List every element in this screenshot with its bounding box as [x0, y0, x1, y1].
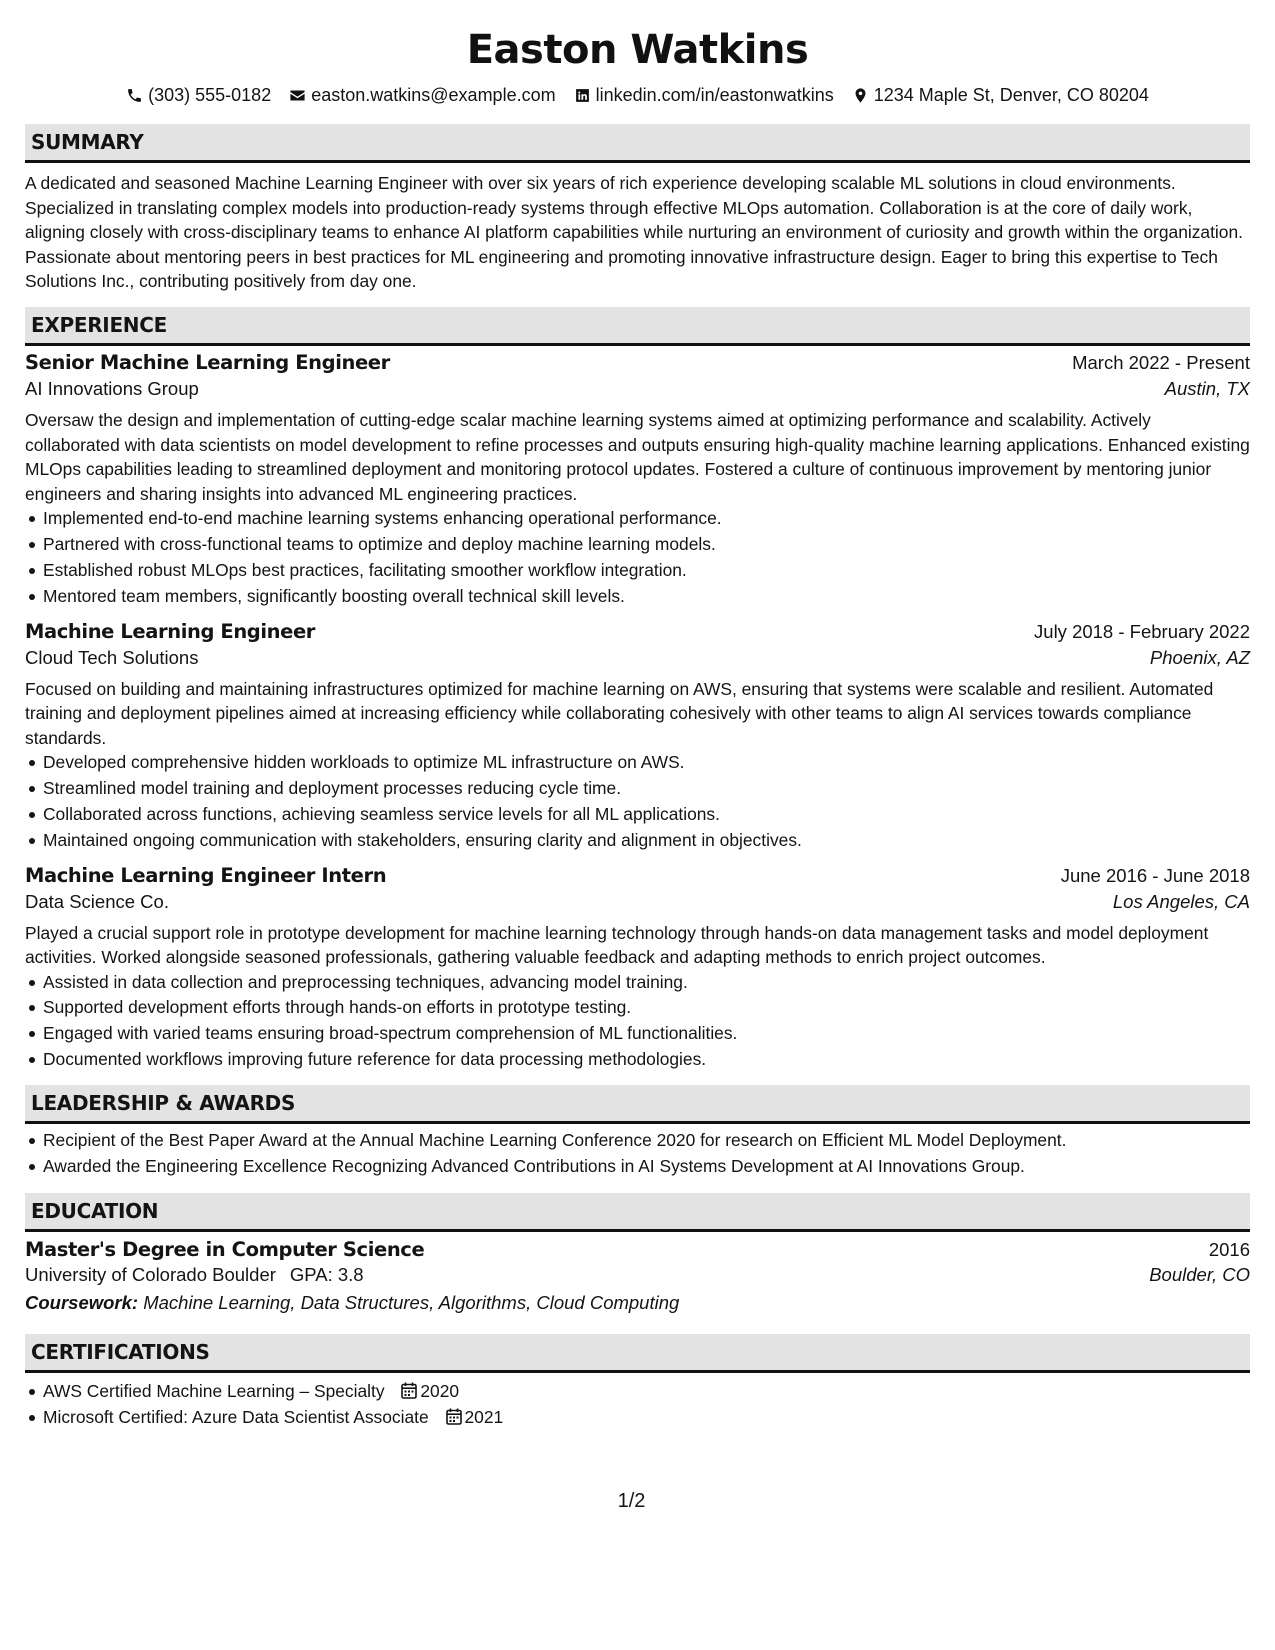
job-description: Focused on building and maintaining infrastructures optimized for machine learning on AWS, ensuring that systems were scalable and resilient. Automated training and deployment pipelines aimed at increasing efficiency while collaborating cohesively with other teams to align AI services towards compliance standards. [25, 678, 1214, 748]
phone-text: (303) 555-0182 [148, 84, 272, 105]
job-entry [25, 620, 1250, 854]
list-item: Implemented end-to-end machine learning systems enhancing operational performance. [43, 506, 1250, 532]
list-item: Mentored team members, significantly boosting overall technical skill levels. [43, 584, 1250, 610]
job-entry [25, 864, 1250, 1073]
graduation-year: 2016 [1208, 1239, 1250, 1261]
section-heading-leadership: LEADERSHIP & AWARDS [25, 1085, 1250, 1124]
degree-title: Master's Degree in Computer Science [25, 1238, 425, 1262]
calendar-icon [446, 1408, 462, 1425]
job-header-row [25, 864, 1250, 887]
job-company: AI Innovations Group [25, 377, 199, 399]
email-text[interactable]: easton.watkins@example.com [311, 84, 556, 105]
job-company: Data Science Co. [25, 890, 169, 912]
list-item: Maintained ongoing communication with stakeholders, ensuring clarity and alignment in objectives. [43, 828, 1250, 854]
education-header-row [25, 1238, 1250, 1261]
job-company: Cloud Tech Solutions [25, 646, 199, 668]
list-item: Established robust MLOps best practices, facilitating smoother workflow integration. [43, 558, 1250, 584]
list-item: Partnered with cross-functional teams to optimize and deploy machine learning models. [43, 532, 1250, 558]
job-header-row [25, 620, 1250, 643]
job-entry [25, 351, 1250, 610]
gpa-value: GPA: 3.8 [289, 1264, 364, 1286]
section-heading-experience: EXPERIENCE [25, 307, 1250, 346]
job-company-row [25, 378, 1250, 400]
summary-text: A dedicated and seasoned Machine Learning Engineer with over six years of rich experience developing scalable ML solutions in cloud environments. Specialized in translating complex models into production-ready systems through effective MLOps automation. Collaboration is at the core of daily work, aligning closely with cross-disciplinary teams to enhance AI platform capabilities while nurturing an environment of curiosity and growth within the organization. Passionate about mentoring peers in best practices for ML engineering and promoting innovative infrastructure design. Eager to bring this expertise to Tech Solutions Inc., contributing positively from day one. [25, 173, 1243, 292]
school-location: Boulder, CO [1149, 1264, 1250, 1286]
page-number: 1/2 [617, 1490, 646, 1512]
job-description: Oversaw the design and implementation of cutting-edge scalar machine learning systems aimed at optimizing performance and scalability. Actively collaborated with data scientists on model development to refine processes and outputs ensuring high-quality machine learning applications. Enhanced existing MLOps capabilities leading to streamlined deployment and monitoring protocol updates. Fostered a culture of continuous improvement by mentoring junior engineers and sharing insights into advanced ML engineering practices. [25, 409, 1250, 504]
list-item: Streamlined model training and deployment processes reducing cycle time. [43, 776, 1250, 802]
envelope-icon [289, 87, 306, 104]
job-bullets [25, 506, 1250, 609]
linkedin-text[interactable]: linkedin.com/in/eastonwatkins [595, 84, 834, 105]
leadership-list [25, 1128, 1250, 1180]
job-header-row [25, 351, 1250, 374]
education-school-row [25, 1264, 1250, 1286]
linkedin-icon [574, 87, 591, 104]
certification-year: 2020 [420, 1381, 460, 1402]
contact-address [852, 85, 1149, 106]
contact-email[interactable] [289, 85, 555, 106]
job-title: Machine Learning Engineer [25, 619, 316, 643]
job-description: Played a crucial support role in prototype development for machine learning technology through hands-on data management tasks and model deployment activities. Worked alongside seasoned professionals, gathering valuable feedback and adapting methods to enrich project outcomes. [25, 922, 1209, 968]
job-title: Senior Machine Learning Engineer [25, 350, 390, 374]
coursework-line [25, 1292, 1250, 1314]
resume-page [25, 0, 1250, 1512]
address-text: 1234 Maple St, Denver, CO 80204 [873, 84, 1149, 105]
list-item: Recipient of the Best Paper Award at the Annual Machine Learning Conference 2020 for research on Efficient ML Model Deployment. [43, 1128, 1250, 1154]
list-item: Awarded the Engineering Excellence Recognizing Advanced Contributions in AI Systems Development at AI Innovations Group. [43, 1154, 1250, 1180]
job-company-row [25, 647, 1250, 669]
coursework-list: Machine Learning, Data Structures, Algorithms, Cloud Computing [143, 1292, 680, 1314]
job-location: Phoenix, AZ [1149, 646, 1250, 668]
candidate-name: Easton Watkins [466, 27, 809, 73]
job-dates: June 2016 - June 2018 [1060, 864, 1250, 886]
list-item: Collaborated across functions, achieving seamless service levels for all ML applications. [43, 802, 1250, 828]
job-title: Machine Learning Engineer Intern [25, 863, 387, 887]
section-heading-certifications: CERTIFICATIONS [25, 1334, 1250, 1373]
list-item [43, 1379, 1250, 1405]
school-info [25, 1264, 364, 1286]
certification-name: AWS Certified Machine Learning – Specialty [43, 1381, 385, 1402]
phone-icon [126, 87, 143, 104]
section-heading-summary: SUMMARY [25, 124, 1250, 163]
job-bullets [25, 970, 1250, 1073]
contact-bar [25, 82, 1250, 108]
school-name: University of Colorado Boulder [25, 1264, 276, 1286]
job-location: Austin, TX [1164, 377, 1250, 399]
list-item: Supported development efforts through hands-on efforts in prototype testing. [43, 995, 1250, 1021]
map-pin-icon [852, 87, 869, 104]
job-dates: March 2022 - Present [1072, 351, 1250, 373]
job-company-row [25, 891, 1250, 913]
certification-name: Microsoft Certified: Azure Data Scientist Associate [43, 1407, 429, 1428]
job-location: Los Angeles, CA [1112, 890, 1250, 912]
education-entry [25, 1238, 1250, 1314]
certification-year: 2021 [464, 1407, 504, 1428]
coursework-label: Coursework: [25, 1292, 139, 1314]
list-item: Assisted in data collection and preprocessing techniques, advancing model training. [43, 970, 1250, 996]
list-item [43, 1405, 1250, 1431]
list-item: Documented workflows improving future reference for data processing methodologies. [43, 1047, 1250, 1073]
job-dates: July 2018 - February 2022 [1034, 620, 1250, 642]
job-bullets [25, 750, 1250, 853]
list-item: Engaged with varied teams ensuring broad-spectrum comprehension of ML functionalities. [43, 1021, 1250, 1047]
section-heading-education: EDUCATION [25, 1193, 1250, 1232]
certifications-list [25, 1379, 1250, 1431]
contact-linkedin[interactable] [574, 85, 834, 106]
contact-phone [126, 85, 271, 106]
calendar-icon [401, 1382, 417, 1399]
list-item: Developed comprehensive hidden workloads to optimize ML infrastructure on AWS. [43, 750, 1250, 776]
